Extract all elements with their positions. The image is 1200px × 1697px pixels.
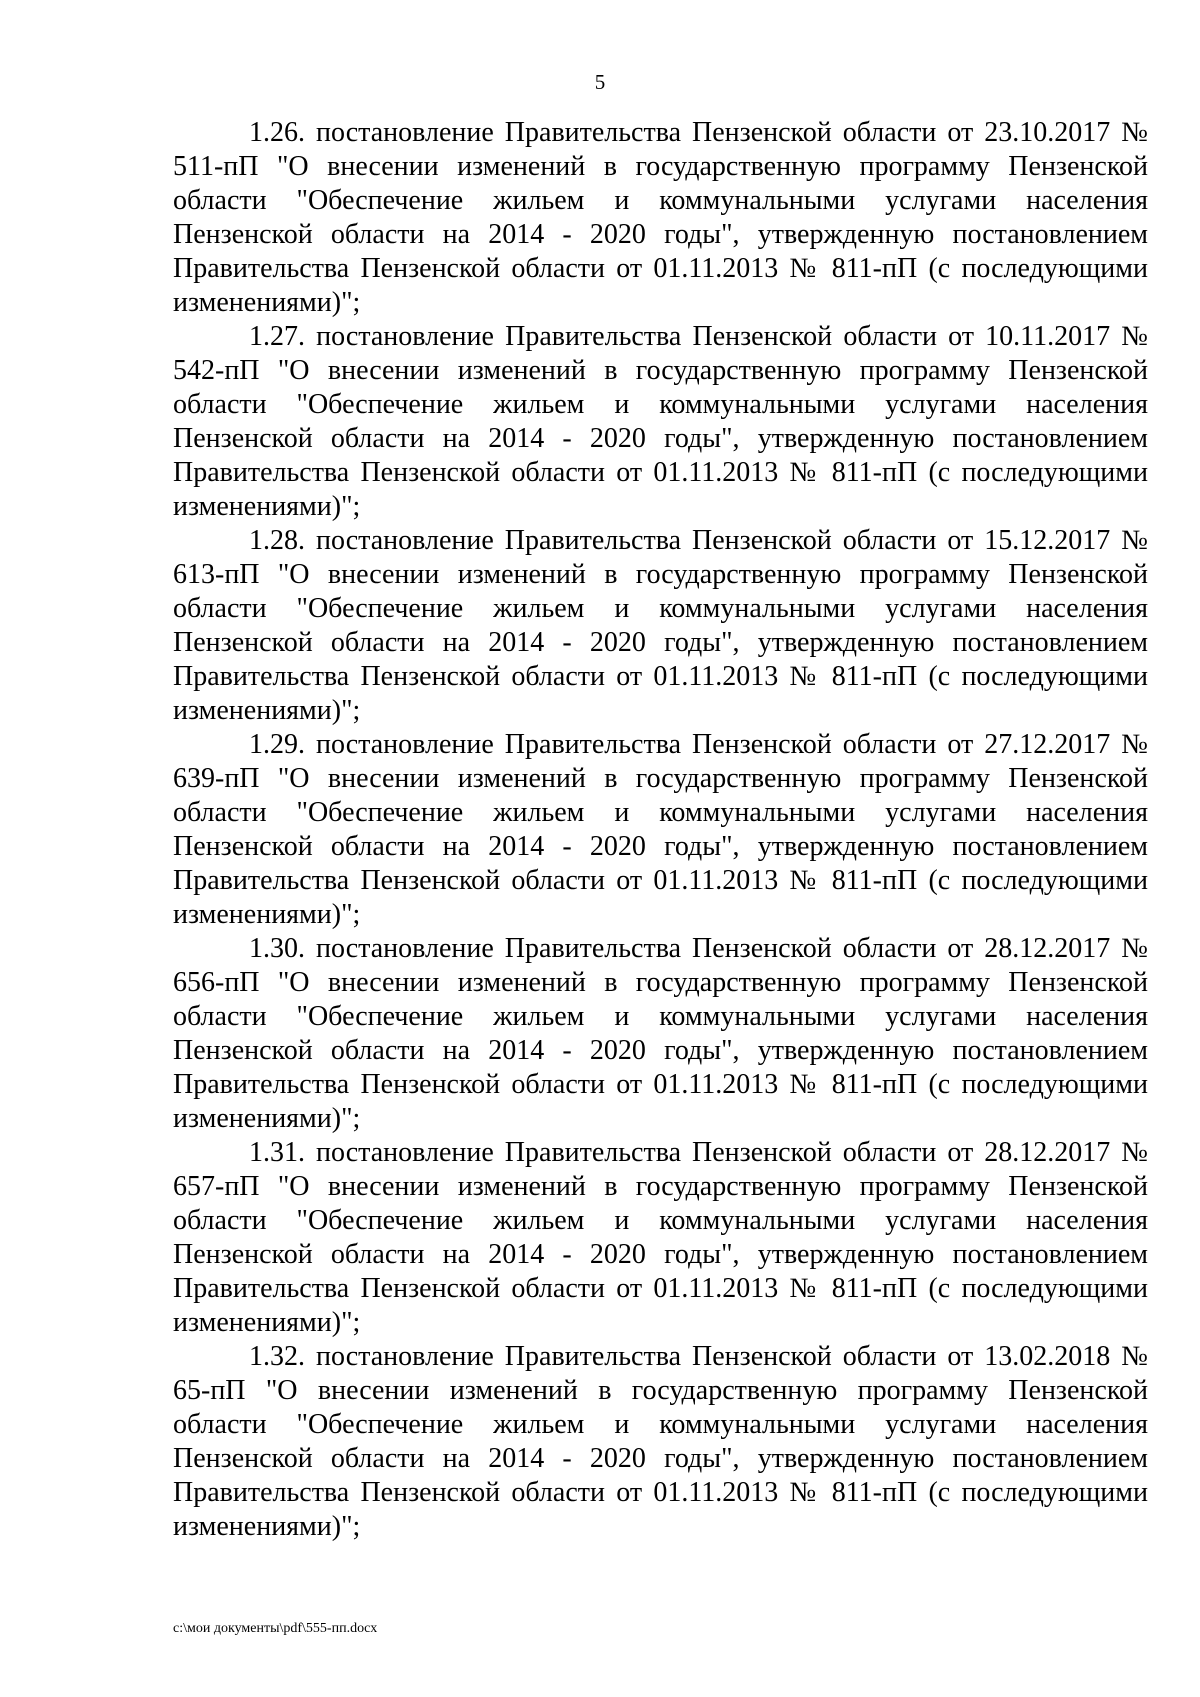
list-item-1-31: 1.31. постановление Правительства Пензенской области от 28.12.2017 № 657-пП "О внесении изменений в государственную программу Пензенской области "Обеспечение жильем и коммунальными услугами населения Пензенской области на 2014 - 2020 годы", утвержденную постановлением Правительства Пензенской области от 01.11.2013 № 811-пП (с последующими изменениями)";	[173, 1137, 1148, 1338]
footer-file-path: c:\мои документы\pdf\555-пп.docx	[173, 1621, 378, 1636]
list-item-1-26: 1.26. постановление Правительства Пензенской области от 23.10.2017 № 511-пП "О внесении изменений в государственную программу Пензенской области "Обеспечение жильем и коммунальными услугами населения Пензенской области на 2014 - 2020 годы", утвержденную постановлением Правительства Пензенской области от 01.11.2013 № 811-пП (с последующими изменениями)";	[173, 117, 1148, 318]
list-item-1-29: 1.29. постановление Правительства Пензенской области от 27.12.2017 № 639-пП "О внесении изменений в государственную программу Пензенской области "Обеспечение жильем и коммунальными услугами населения Пензенской области на 2014 - 2020 годы", утвержденную постановлением Правительства Пензенской области от 01.11.2013 № 811-пП (с последующими изменениями)";	[173, 729, 1148, 930]
list-item-1-28: 1.28. постановление Правительства Пензенской области от 15.12.2017 № 613-пП "О внесении изменений в государственную программу Пензенской области "Обеспечение жильем и коммунальными услугами населения Пензенской области на 2014 - 2020 годы", утвержденную постановлением Правительства Пензенской области от 01.11.2013 № 811-пП (с последующими изменениями)";	[173, 525, 1148, 726]
list-item-1-27: 1.27. постановление Правительства Пензенской области от 10.11.2017 № 542-пП "О внесении изменений в государственную программу Пензенской области "Обеспечение жильем и коммунальными услугами населения Пензенской области на 2014 - 2020 годы", утвержденную постановлением Правительства Пензенской области от 01.11.2013 № 811-пП (с последующими изменениями)";	[173, 321, 1148, 522]
list-item-1-32: 1.32. постановление Правительства Пензенской области от 13.02.2018 № 65-пП "О внесении изменений в государственную программу Пензенской области "Обеспечение жильем и коммунальными услугами населения Пензенской области на 2014 - 2020 годы", утвержденную постановлением Правительства Пензенской области от 01.11.2013 № 811-пП (с последующими изменениями)";	[173, 1341, 1148, 1542]
list-item-1-30: 1.30. постановление Правительства Пензенской области от 28.12.2017 № 656-пП "О внесении изменений в государственную программу Пензенской области "Обеспечение жильем и коммунальными услугами населения Пензенской области на 2014 - 2020 годы", утвержденную постановлением Правительства Пензенской области от 01.11.2013 № 811-пП (с последующими изменениями)";	[173, 933, 1148, 1134]
page-number: 5	[594, 70, 606, 94]
document-body	[173, 116, 1148, 1544]
